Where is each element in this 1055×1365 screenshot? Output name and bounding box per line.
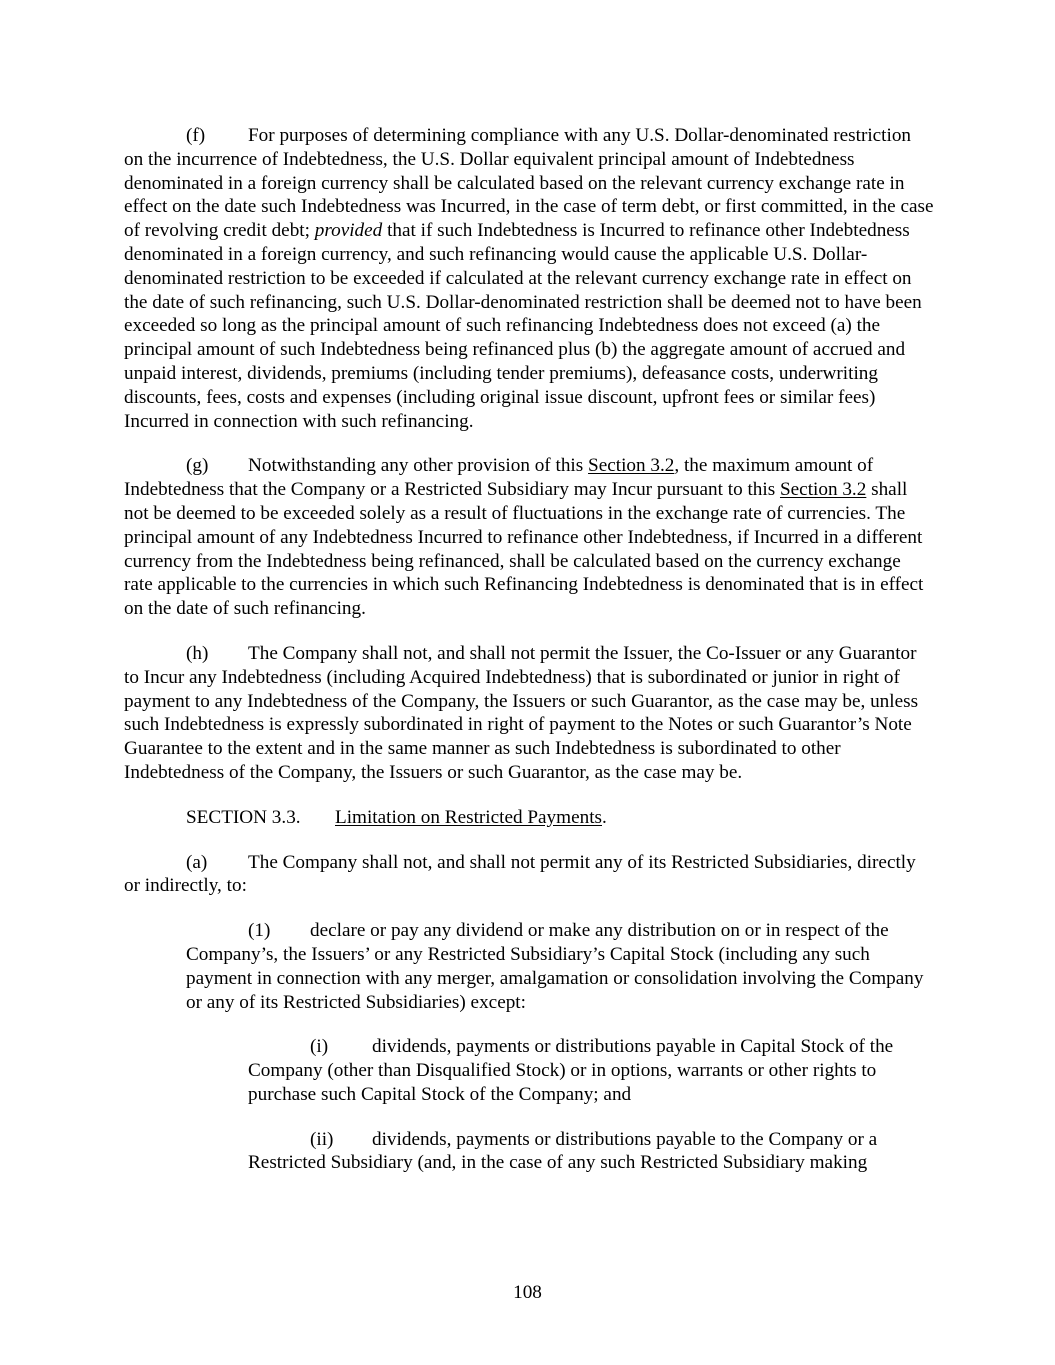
paragraph-h — [124, 642, 934, 785]
paragraph-label: (a) — [186, 851, 208, 873]
paragraph-text-continued: , the maximum amount of Indebtedness that the Company or a Restricted Subsidiary may Incur pursuant to this — [124, 455, 874, 501]
clause-label: (ii) — [310, 1128, 334, 1150]
clause-text: dividends, payments or distributions payable in Capital Stock of the Company (other than Disqualified Stock) or in options, warrants or other rights to purchase such Capital Stock of the Company; and — [248, 1036, 894, 1105]
italic-term: provided — [314, 220, 383, 242]
paragraph-text: For purposes of determining compliance with any U.S. Dollar-denominated restriction on the incurrence of Indebtedness, the U.S. Dollar equivalent principal amount of Indebtedness denominated in a foreign currency shall be calculated based on the relevant currency exchange rate in effect on the date such Indebtedness was Incurred, in the case of term debt, or first committed, in the case of revolving credit debt; — [124, 125, 934, 242]
section-title-period: . — [602, 806, 607, 828]
clause-1 — [186, 919, 934, 1014]
page-number: 108 — [513, 1282, 542, 1303]
paragraph-label: (f) — [186, 125, 206, 146]
clause-label: (i) — [310, 1036, 329, 1058]
paragraph-text-continued: shall not be deemed to be exceeded solely as a result of fluctuations in the exchange rate of currencies. The principal amount of any Indebtedness Incurred to refinance other Indebtedness, if Incurred in a different currency from the Indebtedness being refinanced, shall be calculated based on the currency exchange rate applicable to the currencies in which such Refinancing Indebtedness is denominated that is in effect on the date of such refinancing. — [124, 479, 924, 620]
paragraph-g — [124, 454, 934, 621]
clause-label: (1) — [248, 920, 271, 942]
paragraph-text-continued: that if such Indebtedness is Incurred to refinance other Indebtedness denominated in a foreign currency, and such refinancing would cause the applicable U.S. Dollar-denominated restriction to be exceeded if calculated at the relevant currency exchange rate in effect on the date of such refinancing, such U.S. Dollar-denominated restriction shall be deemed not to have been exceeded so long as the principal amount of such refinancing Indebtedness does not exceed (a) the principal amount of such Indebtedness being refinanced plus (b) the aggregate amount of accrued and unpaid interest, dividends, premiums (including tender premiums), defeasance costs, underwriting discounts, fees, costs and expenses (including original issue discount, upfront fees or similar fees) Incurred in connection with such refinancing. — [124, 220, 922, 432]
paragraph-label: (g) — [186, 455, 209, 477]
section-reference-link[interactable]: Section 3.2 — [588, 455, 675, 477]
clause-text: declare or pay any dividend or make any distribution on or in respect of the Company’s, the Issuers’ or any Restricted Subsidiary’s Capital Stock (including any such payment in connection with any merger, amalgamation or consolidation involving the Company or any of its Restricted Subsidiaries) except: — [186, 920, 924, 1013]
clause-i — [248, 1035, 934, 1106]
clause-text: dividends, payments or distributions payable to the Company or a Restricted Subsidiary (and, in the case of any such Restricted Subsidiary making — [248, 1128, 878, 1174]
clause-ii — [248, 1128, 934, 1176]
paragraph-a — [124, 851, 934, 899]
paragraph-text: The Company shall not, and shall not permit the Issuer, the Co-Issuer or any Guarantor to Incur any Indebtedness (including Acquired Indebtedness) that is subordinated or junior in right of payment to any Indebtedness of the Company, the Issuers or such Guarantor, as the case may be, unless such Indebtedness is expressly subordinated in right of payment to the Notes or such Guarantor’s Note Guarantee to the extent and in the same manner as such Indebtedness is subordinated to other Indebtedness of the Company, the Issuers or such Guarantor, as the case may be. — [124, 642, 919, 783]
paragraph-text: The Company shall not, and shall not permit any of its Restricted Subsidiaries, directly or indirectly, to: — [124, 851, 916, 897]
section-heading — [124, 806, 934, 830]
section-title: Limitation on Restricted Payments — [335, 806, 602, 828]
section-number: SECTION 3.3. — [186, 806, 301, 828]
paragraph-label: (h) — [186, 642, 209, 664]
section-reference-link[interactable]: Section 3.2 — [779, 479, 867, 501]
document-body — [124, 124, 934, 1175]
paragraph-f — [124, 124, 934, 433]
paragraph-text: Notwithstanding any other provision of this — [248, 455, 589, 477]
